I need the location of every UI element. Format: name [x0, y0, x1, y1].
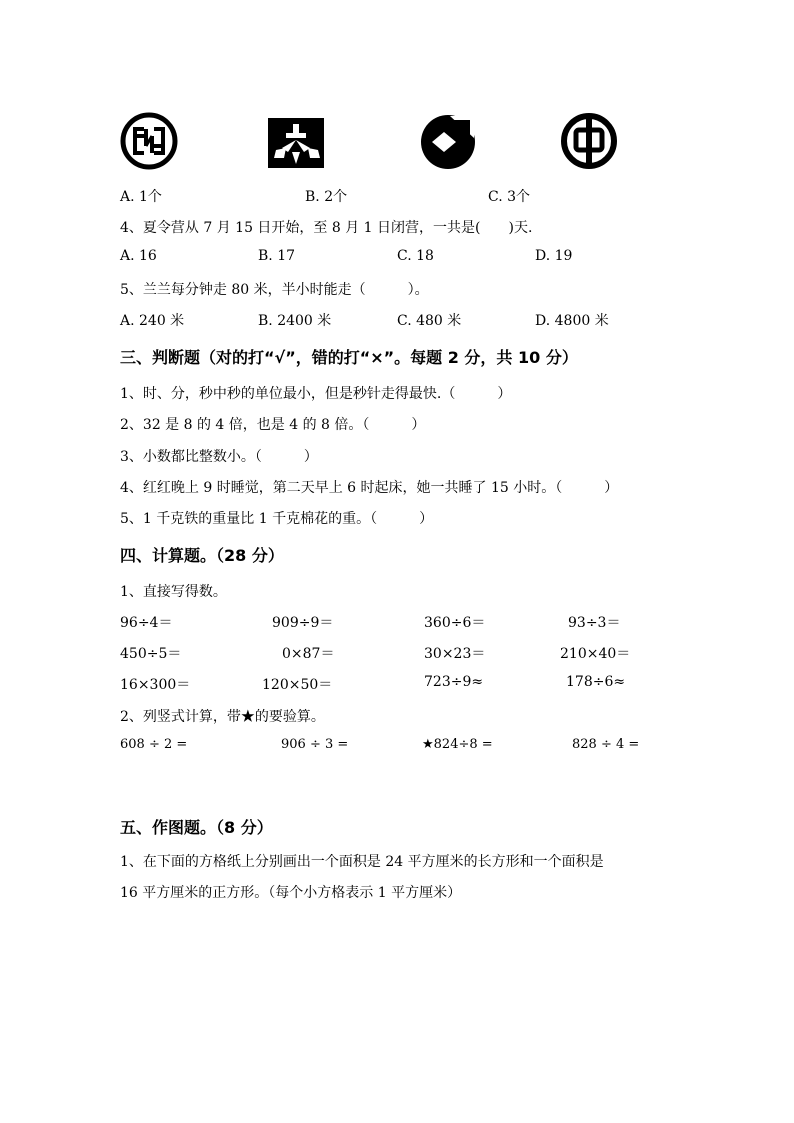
q4-question: 4、夏令营从 7 月 15 日开始，至 8 月 1 日闭营，一共是( )天. [120, 220, 533, 236]
calc-r1-c3: 360÷6＝ [424, 615, 486, 631]
calc-r1-c2: 909÷9＝ [272, 615, 334, 631]
boc-logo [558, 112, 620, 170]
calc-sub1: 1、直接写得数。 [120, 584, 227, 600]
q3-option-b: B. 2个 [305, 189, 348, 205]
calc-r1-c1: 96÷4＝ [120, 615, 173, 631]
calc-r3-c3: 723÷9≈ [424, 674, 484, 690]
judge-item-5: 5、1 千克铁的重量比 1 千克棉花的重。（ ） [120, 511, 434, 527]
q5-option-a: A. 240 米 [120, 313, 185, 329]
section5-heading: 五、作图题。（8 分） [120, 818, 273, 837]
section3-heading: 三、判断题（对的打“√”，错的打“×”。每题 2 分，共 10 分） [120, 348, 578, 367]
calc-r3-c4: 178÷6≈ [566, 674, 626, 690]
vertical-calc-1: 608 ÷ 2 = [120, 737, 188, 752]
q4-option-b: B. 17 [258, 248, 296, 264]
vertical-calc-2: 906 ÷ 3 = [281, 737, 349, 752]
calc-r2-c2: 0×87＝ [282, 646, 335, 662]
calc-r3-c1: 16×300＝ [120, 677, 191, 693]
q4-option-d: D. 19 [535, 248, 573, 264]
calc-sub2: 2、列竖式计算，带★的要验算。 [120, 709, 325, 725]
judge-item-2: 2、32 是 8 的 4 倍，也是 4 的 8 倍。（ ） [120, 417, 426, 433]
q3-option-c: C. 3个 [488, 189, 531, 205]
calc-r2-c3: 30×23＝ [424, 646, 486, 662]
calc-r1-c4: 93÷3＝ [568, 615, 621, 631]
calc-r3-c2: 120×50＝ [262, 677, 333, 693]
drawing-question-line2: 16 平方厘米的正方形。（每个小方格表示 1 平方厘米） [120, 885, 462, 901]
vertical-calc-4: 828 ÷ 4 = [572, 737, 640, 752]
icbc-logo [118, 112, 180, 170]
vertical-calc-3: ★824÷8 = [422, 737, 493, 752]
q5-option-d: D. 4800 米 [535, 313, 609, 329]
q3-option-a: A. 1个 [120, 189, 162, 205]
judge-item-4: 4、红红晚上 9 时睡觉，第二天早上 6 时起床，她一共睡了 15 小时。（ ） [120, 480, 619, 496]
drawing-question-line1: 1、在下面的方格纸上分别画出一个面积是 24 平方厘米的长方形和一个面积是 [120, 854, 604, 870]
calc-r2-c1: 450÷5＝ [120, 646, 182, 662]
q4-option-c: C. 18 [397, 248, 434, 264]
q5-option-b: B. 2400 米 [258, 313, 332, 329]
calc-r2-c4: 210×40＝ [560, 646, 631, 662]
bocom-logo [418, 112, 478, 170]
section4-heading: 四、计算题。（28 分） [120, 546, 284, 565]
ccb-logo [268, 118, 326, 168]
q5-question: 5、兰兰每分钟走 80 米，半小时能走（ ）。 [120, 282, 429, 298]
q4-option-a: A. 16 [120, 248, 157, 264]
judge-item-3: 3、小数都比整数小。（ ） [120, 449, 318, 465]
judge-item-1: 1、时、分，秒中秒的单位最小，但是秒针走得最快.（ ） [120, 386, 512, 402]
q5-option-c: C. 480 米 [397, 313, 462, 329]
